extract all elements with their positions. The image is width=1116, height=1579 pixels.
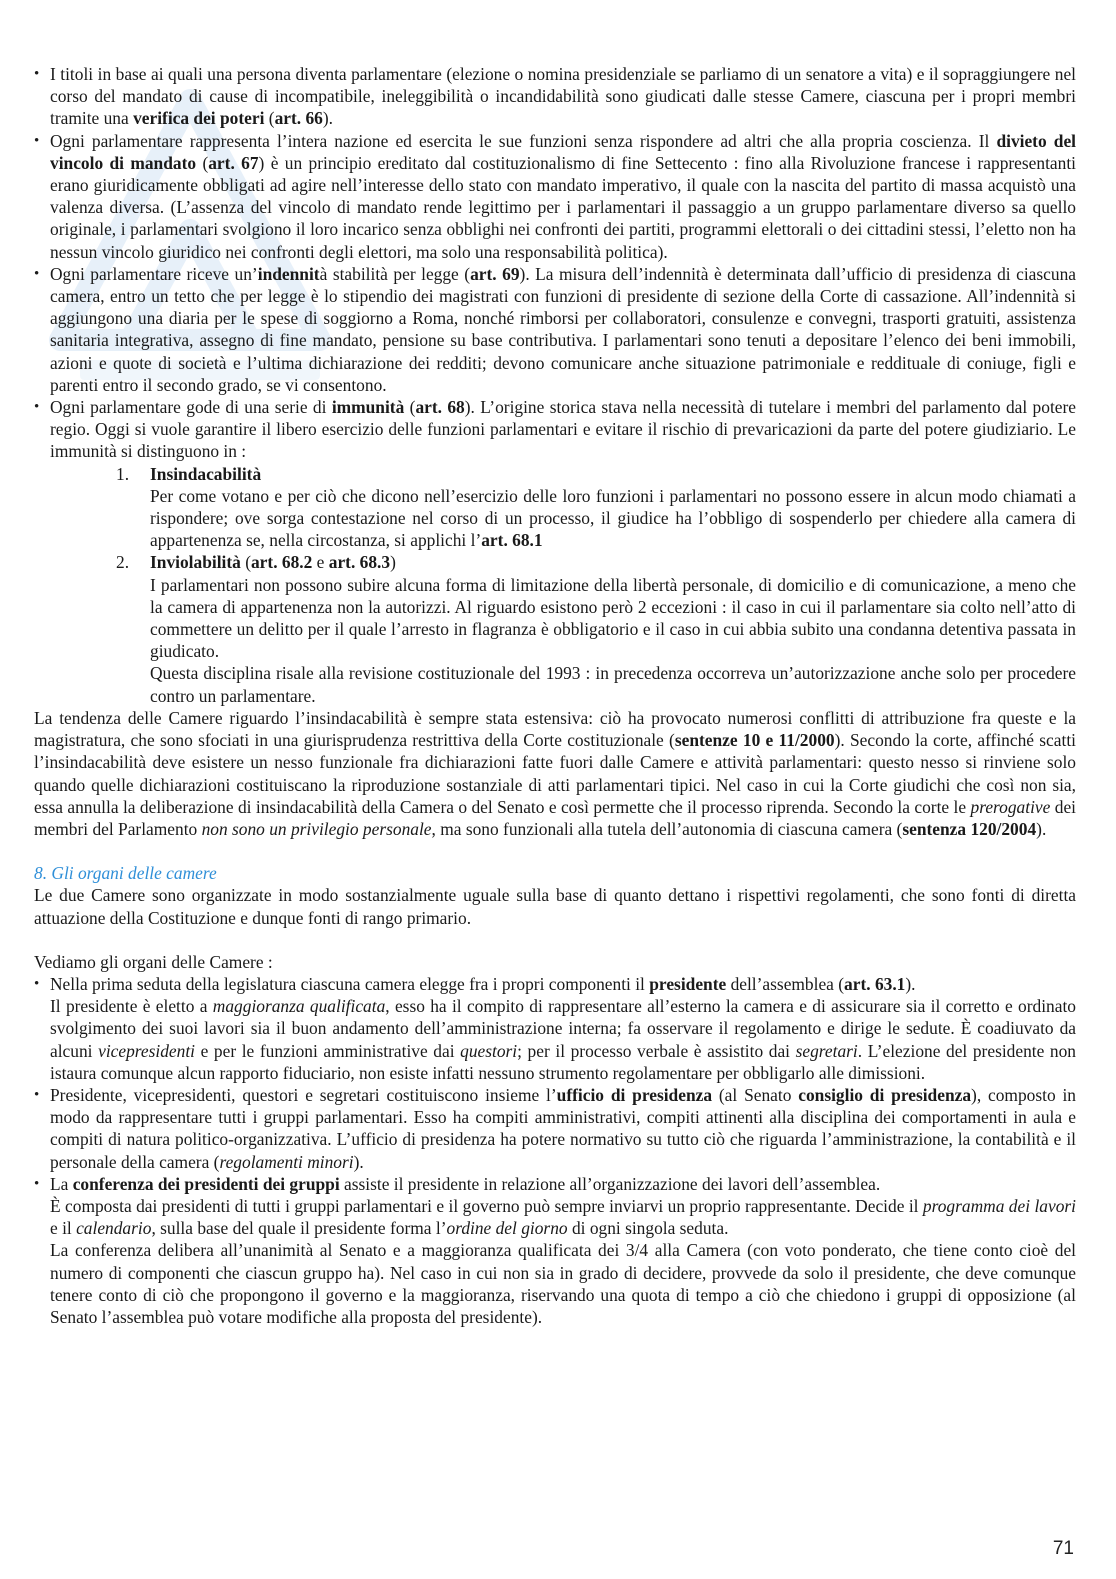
text-run: di ogni singola seduta. xyxy=(567,1218,729,1239)
bullet-paragraph xyxy=(50,1084,1076,1173)
text-run: dei membri del Parlamento xyxy=(34,796,1077,839)
text-run: Vediamo gli organi delle Camere : xyxy=(34,951,273,972)
bold-text: art. 66 xyxy=(274,108,323,129)
bold-text: presidente xyxy=(649,973,727,994)
bullet-paragraph xyxy=(50,973,1076,995)
bullet-item xyxy=(34,396,1076,707)
italic-text: segretari xyxy=(795,1040,858,1061)
item-number: 1. xyxy=(116,463,130,484)
item-title xyxy=(150,463,1076,485)
item-paragraph xyxy=(150,485,1076,552)
text-run: ) xyxy=(390,552,396,573)
text-run: Presidente, vicepresidenti, questori e segretari costituiscono insieme l’ xyxy=(50,1084,557,1105)
item-number: 2. xyxy=(116,552,130,573)
text-run: ). L’origine storica stava nella necessità di tutelare i membri del parlamento dal potere regio. Oggi si vuole garantire il libero esercizio delle funzioni parlamentari e evitare il rischio di prevaricazioni da parte del potere giudiziario. Le immunità si distinguono in : xyxy=(50,397,1076,462)
text-run: , ma sono funzionali alla tutela dell’autonomia di ciascuna camera ( xyxy=(431,818,903,839)
text-run: È composta dai presidenti di tutti i gruppi parlamentari e il governo può sempre inviarvi un proprio rappresentante. Decide il xyxy=(50,1195,923,1216)
bullet-item xyxy=(34,263,1076,396)
bullet-paragraph xyxy=(50,1239,1076,1328)
paragraph-insindacabilita xyxy=(34,707,1076,840)
bullet-item xyxy=(34,1173,1076,1328)
page-content xyxy=(34,63,1076,1328)
section-heading: 8. Gli organi delle camere xyxy=(34,863,217,884)
text-run: , sulla base del quale il presidente forma l’ xyxy=(151,1218,447,1239)
text-run: Ogni parlamentare gode di una serie di xyxy=(50,397,332,418)
text-run: assiste il presidente in relazione all’organizzazione dei lavori dell’assemblea. xyxy=(339,1173,881,1194)
bold-text: art. 67 xyxy=(208,152,259,173)
text-run: ), composto in modo da rappresentare tutti i gruppi parlamentari. Esso ha compiti amministrativi, compiti attinenti alla disciplina dei comportamenti in aula e compiti di natura politico-organizzativa. L’ufficio di presidenza ha potere normativo su tutto ciò che riguarda l’amministrazione, la contabilità e il personale della camera ( xyxy=(50,1084,1076,1172)
text-run: La xyxy=(50,1173,73,1194)
bold-text: consiglio di presidenza xyxy=(798,1084,972,1105)
item-paragraph xyxy=(150,574,1076,663)
text-run: Nella prima seduta della legislatura ciascuna camera elegge fra i propri componenti il xyxy=(50,973,650,994)
bullet-text xyxy=(50,63,1076,130)
bold-text: art. 68.1 xyxy=(481,530,543,551)
bold-text: art. 69 xyxy=(470,263,520,284)
italic-text: non sono un privilegio personale xyxy=(201,818,432,839)
text-run: . L’elezione del presidente non istaura comunque alcun rapporto fiduciario, non esiste infatti nessuno strumento regolamentare per obbligarlo alle dimissioni. xyxy=(50,1040,1076,1083)
italic-text: prerogative xyxy=(970,796,1051,817)
bullet-list-organi xyxy=(34,973,1076,1328)
text-run: e per le funzioni amministrative dai xyxy=(195,1040,461,1061)
bold-text: Inviolabilità xyxy=(150,552,241,573)
bullet-paragraph xyxy=(50,995,1076,1084)
bold-text: sentenza 120/2004 xyxy=(902,818,1037,839)
bullet-paragraph xyxy=(50,1195,1076,1239)
text-run: ) è un principio ereditato dal costituzionalismo di fine Settecento : fino alla Rivoluzione francese i rappresentanti erano giuridicamente obbligati ad agire nell’interesse dello stato con mandato imperativo, il quale con la nascita del partito di massa acquistò una valenza diversa. (L’assenza del vincolo di mandato rende legittimo per i parlamentari il passaggio a un gruppo parlamentare diverso sa quello originale, i parlamentari svolgiono il loro incarico senza obblighi nei confronti dei partiti, programmi elettorali o dei cittadini stessi, l’eletto non ha nessun vincolo giuridico nei confronti degli elettori, ma solo una responsabilità politica). xyxy=(50,152,1076,262)
text-run: ). xyxy=(905,973,916,994)
numbered-item xyxy=(116,463,1076,552)
text-run: ). Secondo la corte, affinché scatti l’insindacabilità deve esistere un nesso funzionale fra dichiarazioni fatte fuori dalle Camere e attività parlamentari: questo nesso si rinviene solo quando quelle dichiarazioni costituiscano la riproduzione sostanziale di atti parlamentari tipici. Nel caso in cui la Corte giudichi che così non sia, essa annulla la deliberazione di insindacabilità della Camera o del Senato e così permette che il processo riprenda. Secondo la corte le xyxy=(34,730,1076,817)
bullet-item xyxy=(34,1084,1076,1173)
text-run: ). La misura dell’indennità è determinata dall’ufficio di presidenza di ciascuna camera, entro un tetto che per legge è lo stipendio dei magistrati con funzioni di presidente di sezione della Corte di cassazione. All’indennità si aggiungono una diaria per le spese di soggiorno a Roma, nonché rimborsi per collaboratori, consulenze e convegni, trasporti gratuiti, assistenza sanitaria integrativa, assegno di fine mandato, pensione su base contributiva. I parlamentari sono tenuti a depositare l’elenco dei beni immobili, azioni e quote di società e l’ultima dichiarazione dei redditi; devono comunicare anche situazione patrimoniale e reddituale di coniuge, figli e parenti entro il secondo grado, se vi consentono. xyxy=(50,263,1076,395)
text-run: Ogni parlamentare riceve un’ xyxy=(50,263,258,284)
text-run: e xyxy=(312,552,329,573)
text-run: La tendenza delle Camere riguardo l’insindacabilità è sempre stata estensiva: ciò ha provocato numerosi conflitti di attribuzione fra queste e la magistratura, che sono sfociati in una giurisprudenza restrittiva della Corte costituzionale ( xyxy=(34,707,1076,751)
item-title xyxy=(150,551,1076,573)
item-paragraph xyxy=(150,662,1076,706)
spacer xyxy=(34,929,1076,951)
text-run: (al Senato xyxy=(712,1084,799,1105)
text-run: Ogni parlamentare rappresenta l’intera nazione ed esercita le sue funzioni senza rispondere ad altri che alla propria coscienza. Il xyxy=(50,130,997,151)
text-run: Le due Camere sono organizzate in modo sostanzialmente uguale sulla base di quanto dettano i rispettivi regolamenti, che sono fonti di diretta attuazione della Costituzione e dunque fonti di rango primario. xyxy=(34,885,1076,928)
text-run: ( xyxy=(264,108,275,129)
numbered-list-immunita xyxy=(50,463,1076,707)
text-run: ). xyxy=(353,1151,364,1172)
italic-text: calendario xyxy=(76,1218,152,1239)
italic-text: programma dei lavori xyxy=(922,1195,1076,1216)
bold-text: art. 68.2 xyxy=(250,552,313,573)
text-run: ; per il processo verbale è assistito dai xyxy=(517,1040,796,1061)
bold-text: sentenze 10 e 11/2000 xyxy=(674,730,835,751)
bold-text: immunità xyxy=(331,397,405,418)
text-run: , esso ha il compito di rappresentare all’esterno la camera e di assicurare sia il corretto e ordinato svolgimento dei suoi lavori sia il buon andamento dell’amministrazione interna; fa osservare il regolamento e dirige le sedute. È coadiuvato da alcuni xyxy=(50,996,1077,1061)
bold-text: ufficio di presidenza xyxy=(556,1084,713,1105)
text-run: ( xyxy=(240,552,251,573)
bold-text: conferenza dei presidenti dei gruppi xyxy=(72,1173,340,1194)
bold-text: art. 68 xyxy=(415,397,465,418)
bullet-item xyxy=(34,130,1076,263)
text-run: dell’assemblea ( xyxy=(726,973,845,994)
bullet-paragraph xyxy=(50,1173,1076,1195)
bullet-text xyxy=(50,263,1076,396)
paragraph-intro xyxy=(34,884,1076,928)
bullet-item xyxy=(34,63,1076,130)
bold-text: art. 68.3 xyxy=(328,552,391,573)
text-run: Per come votano e per ciò che dicono nell’esercizio delle loro funzioni i parlamentari no possono essere in alcun modo chiamati a rispondere; ove sorga contestazione nel corso di un processo, il giudice ha l’obbligo di sospenderlo per chiedere alla camera di appartenenza se, nella circostanza, si applichi l’ xyxy=(150,485,1076,551)
italic-text: questori xyxy=(460,1040,518,1061)
bold-text: indennit xyxy=(257,263,320,284)
text-run: ). xyxy=(322,108,333,129)
paragraph-vediamo xyxy=(34,951,1076,973)
text-run: ). xyxy=(1036,818,1047,839)
text-run: I titoli in base ai quali una persona diventa parlamentare (elezione o nomina presidenziale se parliamo di un senatore a vita) e il sopraggiungere nel corso del mandato di cause di incompatibile, ineleggibilità o incandidabilità sono giudicati dalle stesse Camere, ciascuna per i propri membri tramite una xyxy=(50,64,1076,129)
bullet-item xyxy=(34,973,1076,1084)
bullet-text xyxy=(50,130,1076,263)
text-run: Il presidente è eletto a xyxy=(50,996,213,1017)
text-run: Questa disciplina risale alla revisione costituzionale del 1993 : in precedenza occorreva un’autorizzazione anche solo per procedere contro un parlamentare. xyxy=(150,663,1076,706)
bold-text: verifica dei poteri xyxy=(133,108,265,129)
text-run: ( xyxy=(196,152,209,173)
bold-text: Insindacabilità xyxy=(150,463,262,484)
text-run: à stabilità per legge ( xyxy=(319,263,471,284)
bullet-list-parlamentari xyxy=(34,63,1076,707)
italic-text: vicepresidenti xyxy=(98,1040,195,1061)
bullet-text xyxy=(50,396,1076,463)
text-run: I parlamentari non possono subire alcuna forma di limitazione della libertà personale, di domicilio e di comunicazione, a meno che la camera di appartenenza non la autorizzi. Al riguardo esistono però 2 eccezioni : il caso in cui il parlamentare sia colto nell’atto di commettere un delitto per il quale l’arresto in flagranza è obbligatorio e il caso in cui abbia subito una condanna detentiva passata in giudicato. xyxy=(150,574,1076,662)
page-number: 71 xyxy=(1052,1538,1074,1559)
text-run: ( xyxy=(404,397,416,418)
italic-text: maggioranza qualificata xyxy=(212,996,386,1017)
italic-text: ordine del giorno xyxy=(446,1218,568,1239)
bold-text: art. 63.1 xyxy=(844,973,906,994)
italic-text: regolamenti minori xyxy=(219,1151,354,1172)
numbered-item xyxy=(116,551,1076,706)
text-run: La conferenza delibera all’unanimità al Senato e a maggioranza qualificata dei 3/4 alla Camera (con voto ponderato, che tiene conto cioè del numero di componenti che ciascun gruppo ha). Nel caso in cui non sia in grado di decidere, provvede da solo il presidente, che deve comunque tenere conto di ciò che propongono il governo e la maggioranza, riservando una quota di tempo a ciò che chiedono i gruppi di opposizione (al Senato l’assemblea può votare modifiche alla proposta del presidente). xyxy=(50,1240,1076,1327)
bold-text: divieto del vincolo di mandato xyxy=(50,130,1076,173)
text-run: e il xyxy=(50,1218,77,1239)
